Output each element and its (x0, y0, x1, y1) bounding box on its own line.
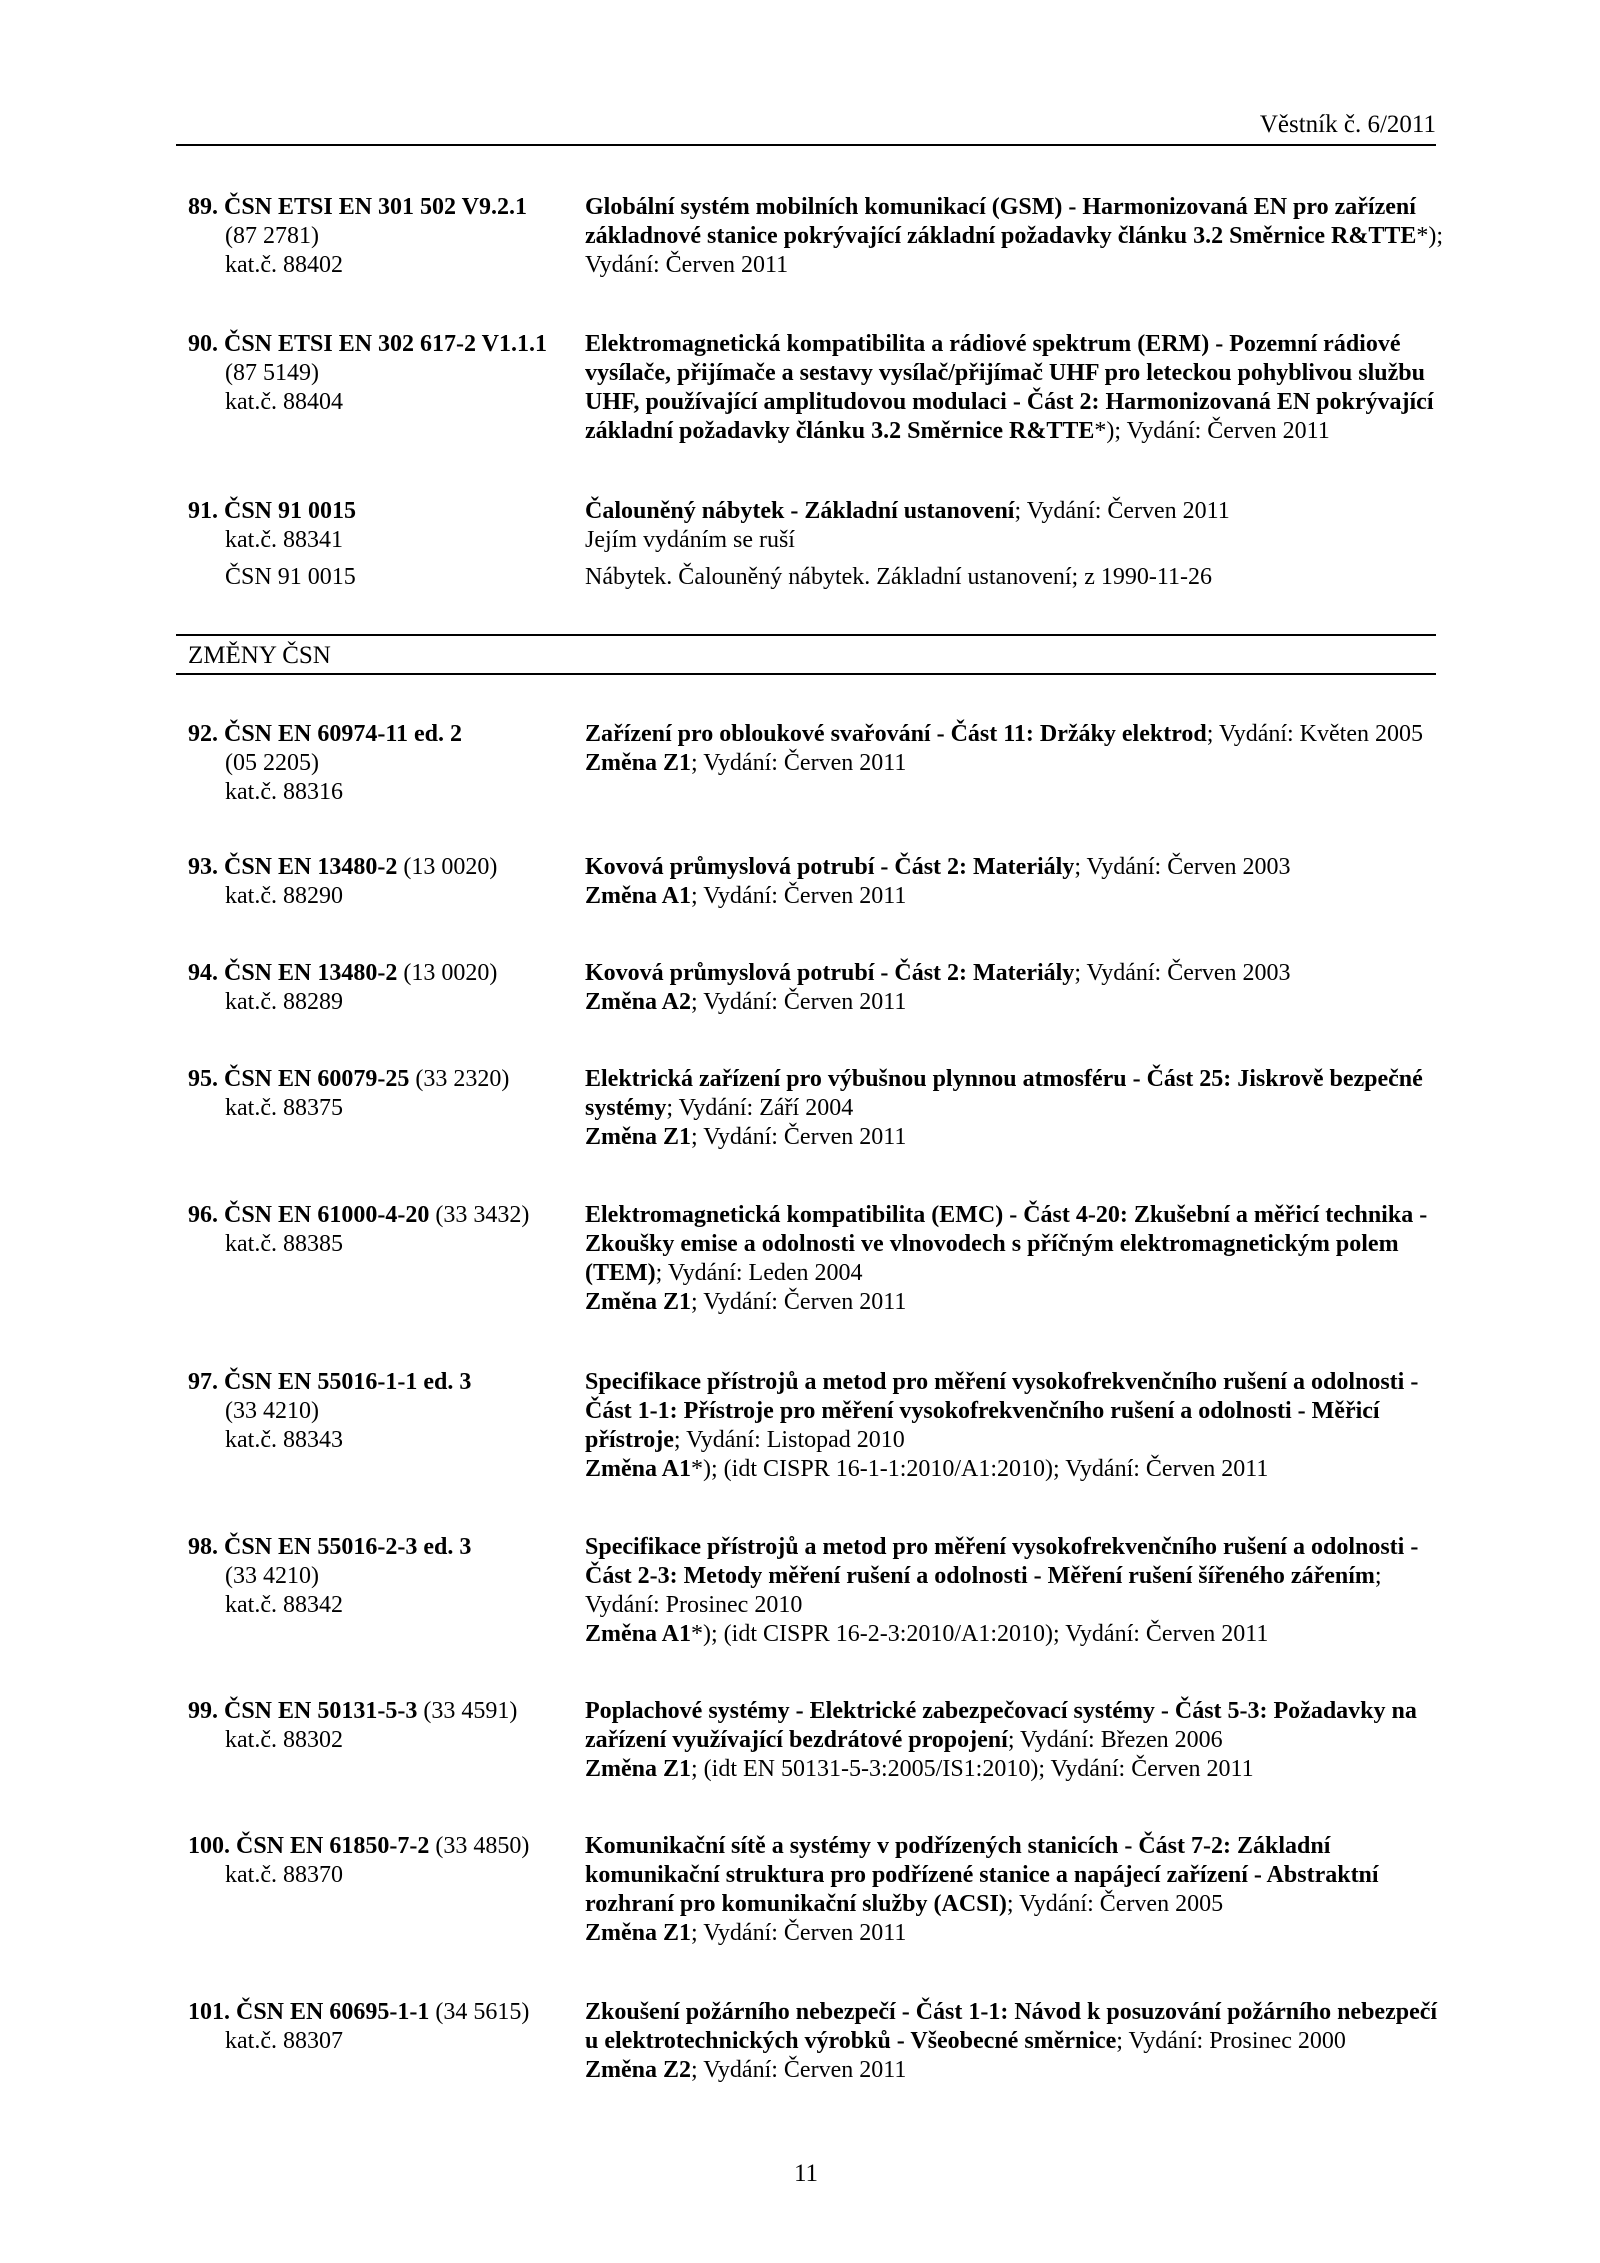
catalog-number: kat.č. 88404 (225, 389, 343, 415)
edition-info: *); Vydání: Červen 2011 (585, 223, 1444, 278)
entry-number: 92. (188, 721, 218, 747)
amendment-info: ; Vydání: Červen 2011 (691, 1289, 907, 1315)
entry-designation (188, 1533, 573, 1620)
entry-designation (188, 1998, 573, 2056)
amendment-label: Změna A1 (585, 883, 692, 909)
amendment-info: ; Vydání: Červen 2011 (691, 750, 907, 776)
amendment-label: Změna Z1 (585, 1289, 692, 1315)
edition-info: ; Vydání: Květen 2005 (1206, 721, 1423, 747)
amendment-info: *); (idt CISPR 16-2-3:2010/A1:2010); Vydání: Červen 2011 (691, 1621, 1269, 1647)
entry-number: 90. (188, 331, 218, 357)
entry-designation (188, 1832, 573, 1890)
catalog-number: kat.č. 88302 (225, 1727, 343, 1753)
amendment-label: Změna Z2 (585, 2057, 692, 2083)
entry-number: 97. (188, 1369, 218, 1395)
page-number: 11 (793, 2160, 819, 2187)
edition-info: *); Vydání: Červen 2011 (1094, 418, 1330, 444)
entry-designation (188, 720, 573, 807)
amendment-info: ; Vydání: Červen 2011 (691, 883, 907, 909)
catalog-number: kat.č. 88375 (225, 1095, 343, 1121)
entry-designation (188, 959, 573, 1017)
edition-info: ; Vydání: Březen 2006 (1007, 1727, 1223, 1753)
entry-number: 95. (188, 1066, 218, 1092)
class-code: (33 4210) (225, 1563, 319, 1589)
standard-code: ČSN EN 61850-7-2 (236, 1833, 430, 1859)
entry-number: 99. (188, 1698, 218, 1724)
class-code: (33 2320) (409, 1066, 510, 1092)
class-code: (33 3432) (429, 1202, 530, 1228)
catalog-number: kat.č. 88402 (225, 252, 343, 278)
edition-info: ; Vydání: Prosinec 2010 (585, 1563, 1382, 1618)
edition-info: ; Vydání: Prosinec 2000 (1116, 2028, 1346, 2054)
amendment-label: Změna Z1 (585, 1920, 692, 1946)
entry-number: 94. (188, 960, 218, 986)
edition-info: ; Vydání: Září 2004 (666, 1095, 854, 1121)
entry-description (585, 1533, 1445, 1649)
class-code: (05 2205) (225, 750, 319, 776)
entry-number: 100. (188, 1833, 230, 1859)
catalog-number: kat.č. 88342 (225, 1592, 343, 1618)
standard-code: ČSN ETSI EN 302 617-2 V1.1.1 (224, 331, 547, 357)
standard-code: ČSN ETSI EN 301 502 V9.2.1 (224, 194, 527, 220)
amendment-label: Změna A1 (585, 1456, 692, 1482)
entry-description (585, 959, 1445, 1017)
entry-description (585, 1065, 1445, 1152)
class-code: (33 4591) (417, 1698, 518, 1724)
edition-info: ; Vydání: Leden 2004 (655, 1260, 863, 1286)
running-header: Věstník č. 6/2011 (1259, 111, 1436, 138)
standard-title: Kovová průmyslová potrubí - Část 2: Materiály (585, 854, 1075, 880)
entry-description (585, 720, 1445, 778)
standard-code: ČSN EN 60079-25 (224, 1066, 410, 1092)
entry-designation (188, 193, 573, 280)
standard-title: Zkoušení požárního nebezpečí - Část 1-1: Návod k posuzování požárního nebezpečí u elektrotechnických výrobků - Všeobecné směrnice (585, 1999, 1438, 2054)
document-page (176, 0, 1444, 2263)
entry-designation (188, 1697, 573, 1755)
entry-designation (188, 853, 573, 911)
standard-title: Komunikační sítě a systémy v podřízených stanicích - Část 7-2: Základní komunikační struktura pro podřízené stanice a napájecí zařízení - Abstraktní rozhraní pro komunikační služby (ACSI) (585, 1833, 1379, 1917)
entry-number: 91. (188, 498, 218, 524)
catalog-number: kat.č. 88341 (225, 527, 343, 553)
standard-code: ČSN 91 0015 (224, 498, 357, 524)
entry-description (585, 497, 1445, 592)
replaced-standard-code: ČSN 91 0015 (225, 564, 356, 590)
amendment-label: Změna A1 (585, 1621, 692, 1647)
standard-title: Elektrická zařízení pro výbušnou plynnou atmosféru - Část 25: Jiskrově bezpečné systémy (585, 1066, 1423, 1121)
amendment-info: ; (idt EN 50131-5-3:2005/IS1:2010); Vydání: Červen 2011 (691, 1756, 1254, 1782)
catalog-number: kat.č. 88307 (225, 2028, 343, 2054)
class-code: (87 5149) (225, 360, 319, 386)
class-code: (87 2781) (225, 223, 319, 249)
catalog-number: kat.č. 88289 (225, 989, 343, 1015)
catalog-number: kat.č. 88343 (225, 1427, 343, 1453)
amendment-label: Změna A2 (585, 989, 692, 1015)
supersedes-note: Jejím vydáním se ruší (585, 527, 795, 553)
amendment-info: ; Vydání: Červen 2011 (691, 1124, 907, 1150)
standard-title: Čalouněný nábytek - Základní ustanovení (585, 498, 1015, 524)
replaced-standard-title: Nábytek. Čalouněný nábytek. Základní ustanovení; z 1990-11-26 (585, 564, 1212, 590)
standard-code: ČSN EN 60695-1-1 (236, 1999, 430, 2025)
entry-number: 98. (188, 1534, 218, 1560)
class-code: (33 4850) (429, 1833, 530, 1859)
entry-designation (188, 1201, 573, 1259)
header-rule (176, 144, 1436, 146)
standard-title: Elektromagnetická kompatibilita a rádiové spektrum (ERM) - Pozemní rádiové vysílače, přijímače a sestavy vysílač/přijímač UHF pro leteckou pohyblivou službu UHF, používající amplitudovou modulaci - Část 2: Harmonizovaná EN pokrývající základní požadavky článku 3.2 Směrnice R&TTE (585, 331, 1434, 444)
standard-title: Specifikace přístrojů a metod pro měření vysokofrekvenčního rušení a odolnosti - Část 1-1: Přístroje pro měření vysokofrekvenčního rušení a odolnosti - Měřicí přístroje (585, 1369, 1419, 1453)
section-title: ZMĚNY ČSN (188, 642, 331, 669)
section-bottom-rule (176, 673, 1436, 675)
entry-designation (188, 1065, 573, 1123)
entry-number: 96. (188, 1202, 218, 1228)
entry-description (585, 1697, 1445, 1784)
standard-code: ČSN EN 60974-11 ed. 2 (224, 721, 463, 747)
entry-number: 101. (188, 1999, 230, 2025)
amendment-info: ; Vydání: Červen 2011 (691, 2057, 907, 2083)
entry-designation (188, 1368, 573, 1455)
standard-code: ČSN EN 55016-2-3 ed. 3 (224, 1534, 472, 1560)
entry-designation (188, 497, 573, 592)
entry-description (585, 1998, 1445, 2085)
standard-code: ČSN EN 13480-2 (224, 854, 398, 880)
standard-title: Kovová průmyslová potrubí - Část 2: Materiály (585, 960, 1075, 986)
catalog-number: kat.č. 88316 (225, 779, 343, 805)
catalog-number: kat.č. 88290 (225, 883, 343, 909)
amendment-info: ; Vydání: Červen 2011 (691, 989, 907, 1015)
standard-title: Poplachové systémy - Elektrické zabezpečovací systémy - Část 5-3: Požadavky na zařízení využívající bezdrátové propojení (585, 1698, 1417, 1753)
entry-description (585, 1201, 1445, 1317)
entry-description (585, 853, 1445, 911)
standard-title: Globální systém mobilních komunikací (GSM) - Harmonizovaná EN pro zařízení základnové stanice pokrývající základní požadavky článku 3.2 Směrnice R&TTE (585, 194, 1417, 249)
section-top-rule (176, 634, 1436, 636)
catalog-number: kat.č. 88370 (225, 1862, 343, 1888)
standard-title: Specifikace přístrojů a metod pro měření vysokofrekvenčního rušení a odolnosti - Část 2-3: Metody měření rušení a odolnosti - Měření rušení šířeného zářením (585, 1534, 1419, 1589)
standard-code: ČSN EN 61000-4-20 (224, 1202, 430, 1228)
class-code: (13 0020) (397, 854, 498, 880)
standard-title: Zařízení pro obloukové svařování - Část 11: Držáky elektrod (585, 721, 1207, 747)
catalog-number: kat.č. 88385 (225, 1231, 343, 1257)
edition-info: ; Vydání: Listopad 2010 (673, 1427, 905, 1453)
standard-code: ČSN EN 13480-2 (224, 960, 398, 986)
edition-info: ; Vydání: Červen 2003 (1074, 854, 1291, 880)
entry-description (585, 330, 1445, 446)
edition-info: ; Vydání: Červen 2011 (1014, 498, 1230, 524)
standard-code: ČSN EN 55016-1-1 ed. 3 (224, 1369, 472, 1395)
entry-description (585, 193, 1445, 280)
class-code: (34 5615) (429, 1999, 530, 2025)
class-code: (33 4210) (225, 1398, 319, 1424)
amendment-info: ; Vydání: Červen 2011 (691, 1920, 907, 1946)
entry-number: 93. (188, 854, 218, 880)
class-code: (13 0020) (397, 960, 498, 986)
entry-description (585, 1368, 1445, 1484)
amendment-label: Změna Z1 (585, 1756, 692, 1782)
entry-number: 89. (188, 194, 218, 220)
amendment-info: *); (idt CISPR 16-1-1:2010/A1:2010); Vydání: Červen 2011 (691, 1456, 1269, 1482)
amendment-label: Změna Z1 (585, 1124, 692, 1150)
edition-info: ; Vydání: Červen 2005 (1006, 1891, 1224, 1917)
standard-code: ČSN EN 50131-5-3 (224, 1698, 418, 1724)
edition-info: ; Vydání: Červen 2003 (1074, 960, 1291, 986)
amendment-label: Změna Z1 (585, 750, 692, 776)
entry-description (585, 1832, 1445, 1948)
entry-designation (188, 330, 573, 417)
standard-title: Elektromagnetická kompatibilita (EMC) - Část 4-20: Zkušební a měřicí technika - Zkoušky emise a odolnosti ve vlnovodech s příčným elektromagnetickým polem (TEM) (585, 1202, 1428, 1286)
